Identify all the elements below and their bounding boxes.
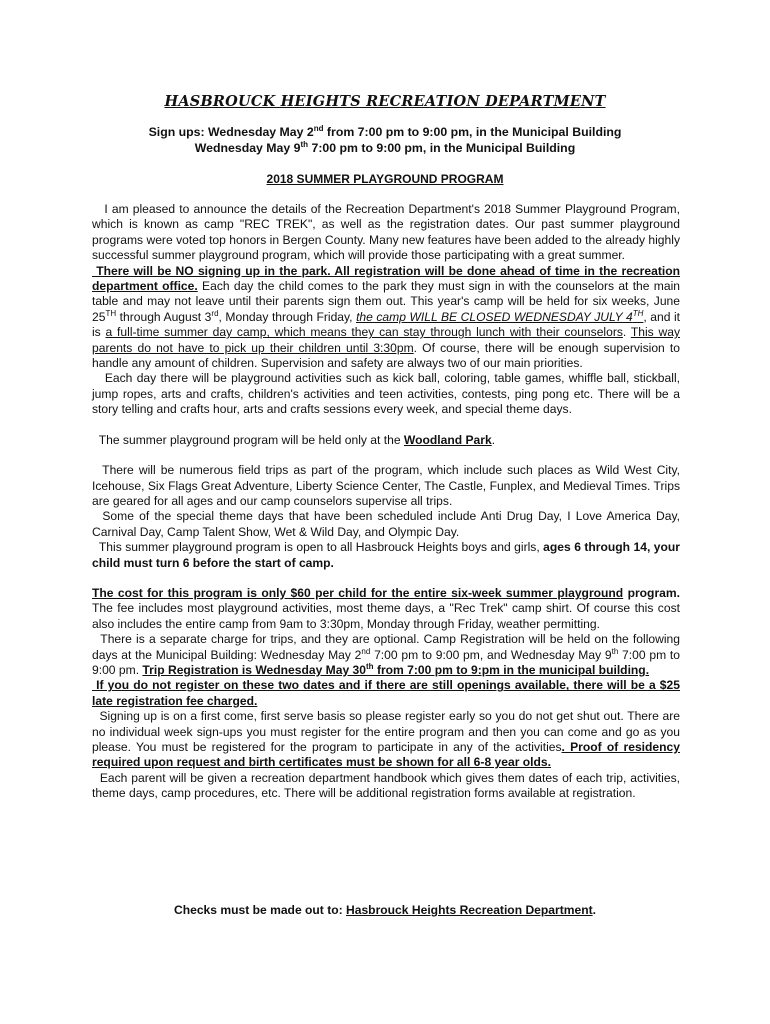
checks-payable-line: Checks must be made out to: Hasbrouck Heights Recreation Department. xyxy=(173,903,597,917)
signup-line-2: Wednesday May 9th 7:00 pm to 9:00 pm, in the Municipal Building xyxy=(194,140,576,155)
payee-name: Hasbrouck Heights Recreation Department xyxy=(346,903,593,917)
registration-paragraph: There will be NO signing up in the park. All registration will be done ahead of time in the recreation department office. Each day the child comes to the park they must sign in with the counselors at the main table and may not leave until their parents sign them out. This year's camp will be held for six weeks, June 25TH through August 3rd, Monday through Friday, the camp WILL BE CLOSED WEDNESDAY JULY 4TH, and it is a full-time summer day camp, which means they can stay through lunch with their counselors. This way parents do not have to pick up their children until 3:30pm. Of course, there will be enough supervision to handle any amount of children. Supervision and safety are always two of our main priorities. xyxy=(92,263,681,371)
intro-paragraph: I am pleased to announce the details of the Recreation Department's 2018 Summer Playground Program, which is known as camp "REC TREK", as well as the registration dates. Our past summer playground programs were voted top honors in Bergen County. Many new features have been added to the already highly successful summer playground program, which will provide those participating with a great summer. xyxy=(92,202,680,263)
signup-dates xyxy=(0,124,770,156)
cost-paragraph: The cost for this program is only $60 per child for the entire six-week summer playground program. The fee includes most playground activities, most theme days, a "Rec Trek" camp shirt. Of course this cost also includes the entire camp from 9am to 3:30pm, Monday through Friday, weather permitting. xyxy=(92,585,680,631)
handbook-paragraph: Each parent will be given a recreation department handbook which gives them dates of each trip, activities, theme days, camp procedures, etc. There will be additional registration forms available at registration. xyxy=(92,770,680,801)
no-signup-in-park-notice: There will be NO signing up in the park. All registration will be done ahead of time in the recreation department office. xyxy=(92,263,680,294)
signup-line-1: Sign ups: Wednesday May 2nd from 7:00 pm to 9:00 pm, in the Municipal Building xyxy=(148,124,622,139)
pickup-time-notice: This way parents do not have to pick up their children until 3:30pm xyxy=(92,325,680,355)
document-body xyxy=(92,202,680,802)
age-requirement: ages 6 through 14, your child must turn 6 before the start of camp. xyxy=(92,540,680,570)
eligibility-paragraph: This summer playground program is open to all Hasbrouck Heights boys and girls, ages 6 through 14, your child must turn 6 before the start of camp. xyxy=(92,540,680,570)
location-paragraph: The summer playground program will be held only at the Woodland Park. xyxy=(92,432,496,447)
signing-up-paragraph: Signing up is on a first come, first serve basis so please register early so you do not get shut out. There are no individual week sign-ups you must register for the entire program and then you can come and go as you please. You must be registered for the program to participate in any of the activities. Proof of residency required upon request and birth certificates must be shown for all 6-8 year olds. xyxy=(92,709,680,770)
trip-charge-paragraph: There is a separate charge for trips, and they are optional. Camp Registration will be held on the following days at the Municipal Building: Wednesday May 2nd 7:00 pm to 9:00 pm, and Wednesday May 9th 7:00 pm to 9:00 pm. Trip Registration is Wednesday May 30th from 7:00 pm to 9:pm in the municipal building. xyxy=(92,632,680,677)
trips-paragraph: There will be numerous field trips as part of the program, which include such places as Wild West City, Icehouse, Six Flags Great Adventure, Liberty Science Center, The Castle, Funplex, and Medieval Times. Trips are geared for all ages and our camp counselors supervise all trips. xyxy=(92,463,680,508)
woodland-park-label: Woodland Park xyxy=(403,432,492,447)
full-time-camp-notice: a full-time summer day camp, which means they can stay through lunch with their counselors xyxy=(105,325,623,340)
closed-july-4-notice: the camp WILL BE CLOSED WEDNESDAY JULY 4TH xyxy=(356,308,644,324)
trip-registration-notice: Trip Registration is Wednesday May 30th from 7:00 pm to 9:pm in the municipal building. xyxy=(142,661,650,677)
cost-notice: The cost for this program is only $60 per child for the entire six-week summer playground xyxy=(92,585,624,600)
document-title: HASBROUCK HEIGHTS RECREATION DEPARTMENT xyxy=(164,93,606,110)
theme-days-paragraph: Some of the special theme days that have been scheduled include Anti Drug Day, I Love America Day, Carnival Day, Camp Talent Show, Wet & Wild Day, and Olympic Day. xyxy=(92,509,680,539)
program-heading: 2018 SUMMER PLAYGROUND PROGRAM xyxy=(266,172,504,186)
late-fee-notice: If you do not register on these two dates and if there are still openings available, there will be a $25 late registration fee charged. xyxy=(92,678,680,708)
activities-paragraph: Each day there will be playground activities such as kick ball, coloring, table games, whiffle ball, stickball, jump ropes, arts and crafts, children's activities and teen activities, contests, ping pong etc. There will be a story telling and crafts hour, arts and crafts sessions every week, and special theme days. xyxy=(92,371,680,417)
proof-of-residency-notice: . Proof of residency required upon request and birth certificates must be shown for all 6-8 year olds. xyxy=(92,740,680,770)
